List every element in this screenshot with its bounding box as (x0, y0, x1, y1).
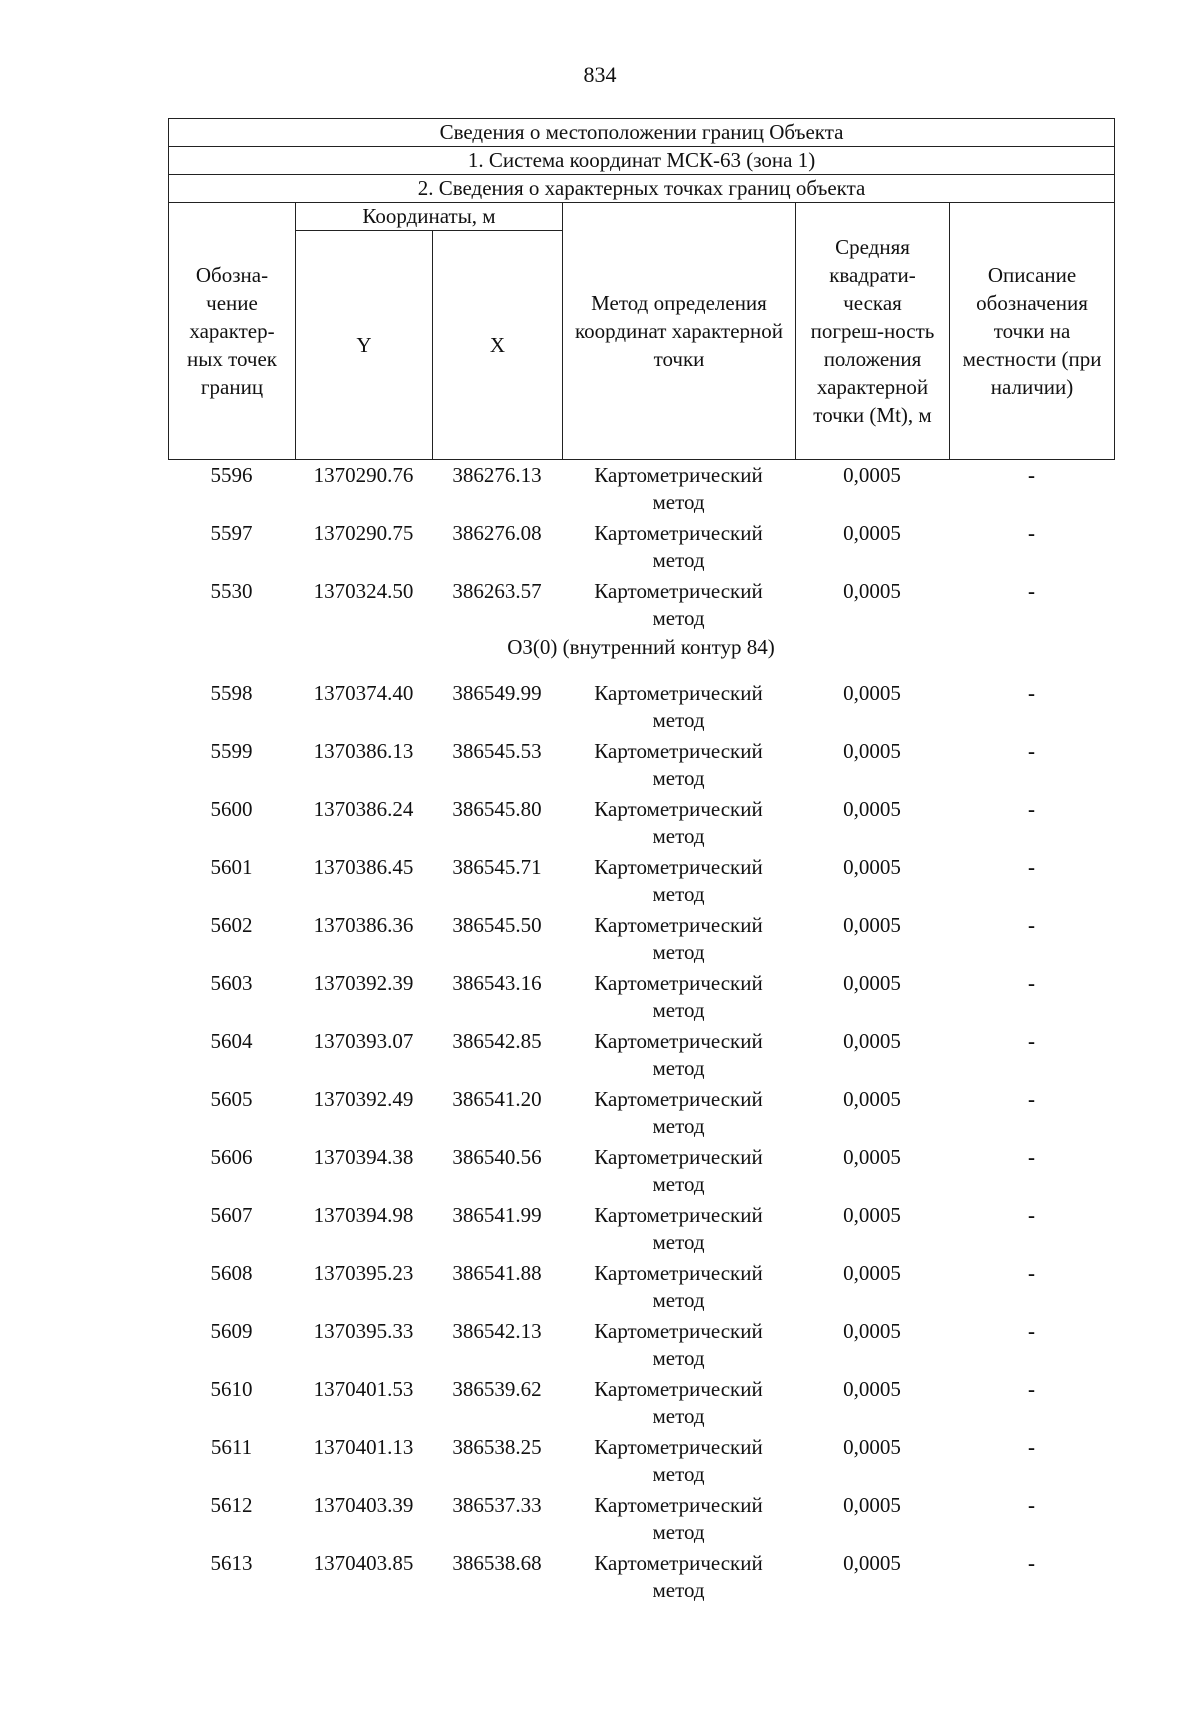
coord-y: 1370394.98 (313, 1203, 414, 1227)
error: 0,0005 (843, 1145, 901, 1169)
table-row (168, 736, 1114, 794)
method (562, 1084, 795, 1142)
table-row (168, 1548, 1114, 1606)
point-id: 5596 (210, 463, 253, 487)
method-line-2: метод (652, 548, 705, 572)
boundary-points-sheet (168, 118, 1114, 1606)
error: 0,0005 (843, 855, 901, 879)
coord-y: 1370394.38 (313, 1145, 414, 1169)
coord-y: 1370386.24 (313, 797, 414, 821)
method (562, 1316, 795, 1374)
col-header-description: Описание обозначения точки на местности (при наличии) (950, 203, 1115, 460)
table-row (168, 1432, 1114, 1490)
method-line-1: Картометрический (594, 1203, 763, 1227)
table-row (168, 1142, 1114, 1200)
method-line-2: метод (652, 1114, 705, 1138)
point-id: 5611 (210, 1435, 253, 1459)
method-line-1: Картометрический (594, 1145, 763, 1169)
method (562, 794, 795, 852)
point-id: 5603 (210, 971, 253, 995)
method-line-1: Картометрический (594, 463, 763, 487)
method-line-1: Картометрический (594, 855, 763, 879)
error: 0,0005 (843, 1551, 901, 1575)
table-row (168, 460, 1114, 518)
method-line-1: Картометрический (594, 971, 763, 995)
description: - (1028, 1493, 1035, 1517)
description: - (1028, 1029, 1035, 1053)
table-header (168, 118, 1115, 460)
coord-x: 386545.80 (452, 797, 542, 821)
method (562, 910, 795, 968)
method-line-2: метод (652, 708, 705, 732)
error: 0,0005 (843, 579, 901, 603)
coord-y: 1370401.13 (313, 1435, 414, 1459)
method-line-2: метод (652, 490, 705, 514)
table-row (168, 1374, 1114, 1432)
method-line-2: метод (652, 1462, 705, 1486)
coord-y: 1370386.36 (313, 913, 414, 937)
method-line-2: метод (652, 1346, 705, 1370)
error: 0,0005 (843, 1261, 901, 1285)
page-number: 834 (583, 62, 617, 87)
point-id: 5608 (210, 1261, 253, 1285)
coord-x: 386542.13 (452, 1319, 542, 1343)
table-row (168, 794, 1114, 852)
coord-y: 1370392.39 (313, 971, 414, 995)
coord-x: 386263.57 (452, 579, 542, 603)
section-title: 2. Сведения о характерных точках границ объекта (169, 175, 1115, 203)
method-line-2: метод (652, 1288, 705, 1312)
table-row (168, 1084, 1114, 1142)
method (562, 1432, 795, 1490)
description: - (1028, 1203, 1035, 1227)
description: - (1028, 913, 1035, 937)
description: - (1028, 797, 1035, 821)
coord-y: 1370393.07 (313, 1029, 414, 1053)
method (562, 1374, 795, 1432)
table-row (168, 1026, 1114, 1084)
point-id: 5604 (210, 1029, 253, 1053)
coord-y: 1370403.39 (313, 1493, 414, 1517)
description: - (1028, 971, 1035, 995)
method-line-1: Картометрический (594, 1493, 763, 1517)
table-body (168, 460, 1114, 1606)
coord-x: 386538.68 (452, 1551, 542, 1575)
point-id: 5599 (210, 739, 253, 763)
col-header-designation: Обозна-чение характер-ных точек границ (169, 203, 296, 460)
method (562, 518, 795, 576)
description: - (1028, 681, 1035, 705)
coord-x: 386539.62 (452, 1377, 542, 1401)
point-id: 5607 (210, 1203, 253, 1227)
description: - (1028, 855, 1035, 879)
coord-y: 1370324.50 (313, 579, 414, 603)
point-id: 5613 (210, 1551, 253, 1575)
method-line-1: Картометрический (594, 1261, 763, 1285)
description: - (1028, 463, 1035, 487)
error: 0,0005 (843, 681, 901, 705)
error: 0,0005 (843, 1087, 901, 1111)
coord-x: 386538.25 (452, 1435, 542, 1459)
coord-y: 1370290.76 (313, 463, 414, 487)
point-id: 5530 (210, 579, 253, 603)
point-id: 5601 (210, 855, 253, 879)
coord-y: 1370392.49 (313, 1087, 414, 1111)
table-row (168, 576, 1114, 634)
coord-y: 1370403.85 (313, 1551, 414, 1575)
coord-x: 386549.99 (452, 681, 542, 705)
description: - (1028, 1145, 1035, 1169)
coord-x: 386545.50 (452, 913, 542, 937)
coord-x: 386540.56 (452, 1145, 542, 1169)
method-line-1: Картометрический (594, 521, 763, 545)
error: 0,0005 (843, 739, 901, 763)
error: 0,0005 (843, 463, 901, 487)
error: 0,0005 (843, 521, 901, 545)
method-line-1: Картометрический (594, 681, 763, 705)
table-row (168, 1258, 1114, 1316)
method-line-2: метод (652, 606, 705, 630)
col-header-error: Средняя квадрати-ческая погреш-ность положения характерной точки (Mt), м (796, 203, 950, 460)
col-header-method: Метод определения координат характерной точки (563, 203, 796, 460)
point-id: 5606 (210, 1145, 253, 1169)
method (562, 968, 795, 1026)
description: - (1028, 579, 1035, 603)
method (562, 1026, 795, 1084)
method-line-2: метод (652, 940, 705, 964)
method-line-1: Картометрический (594, 913, 763, 937)
method (562, 852, 795, 910)
error: 0,0005 (843, 1493, 901, 1517)
method (562, 1258, 795, 1316)
method (562, 576, 795, 634)
coord-x: 386276.08 (452, 521, 542, 545)
table-row (168, 518, 1114, 576)
error: 0,0005 (843, 1203, 901, 1227)
coord-y: 1370290.75 (313, 521, 414, 545)
coord-x: 386545.71 (452, 855, 542, 879)
method-line-1: Картометрический (594, 1435, 763, 1459)
description: - (1028, 1551, 1035, 1575)
coord-x: 386541.88 (452, 1261, 542, 1285)
coord-x: 386545.53 (452, 739, 542, 763)
description: - (1028, 521, 1035, 545)
description: - (1028, 1319, 1035, 1343)
rows-group-1 (168, 460, 1114, 634)
description: - (1028, 1087, 1035, 1111)
table-row (168, 910, 1114, 968)
method (562, 1490, 795, 1548)
point-id: 5609 (210, 1319, 253, 1343)
method-line-2: метод (652, 1230, 705, 1254)
method-line-1: Картометрический (594, 1551, 763, 1575)
coord-x: 386537.33 (452, 1493, 542, 1517)
point-id: 5605 (210, 1087, 253, 1111)
method-line-2: метод (652, 766, 705, 790)
coord-y: 1370386.45 (313, 855, 414, 879)
coord-y: 1370401.53 (313, 1377, 414, 1401)
point-id: 5600 (210, 797, 253, 821)
method-line-1: Картометрический (594, 579, 763, 603)
method-line-1: Картометрический (594, 1087, 763, 1111)
error: 0,0005 (843, 971, 901, 995)
method-line-2: метод (652, 998, 705, 1022)
method-line-2: метод (652, 1172, 705, 1196)
description: - (1028, 739, 1035, 763)
method-line-2: метод (652, 1578, 705, 1602)
table-row (168, 1490, 1114, 1548)
method (562, 1142, 795, 1200)
coordinate-system: 1. Система координат МСК-63 (зона 1) (169, 147, 1115, 175)
method-line-2: метод (652, 882, 705, 906)
method-line-1: Картометрический (594, 1029, 763, 1053)
method-line-2: метод (652, 1520, 705, 1544)
error: 0,0005 (843, 797, 901, 821)
method-line-1: Картометрический (594, 797, 763, 821)
coord-x: 386276.13 (452, 463, 542, 487)
col-header-y: Y (296, 231, 433, 460)
error: 0,0005 (843, 913, 901, 937)
table-row (168, 678, 1114, 736)
error: 0,0005 (843, 1435, 901, 1459)
table-title: Сведения о местоположении границ Объекта (169, 119, 1115, 147)
table-row (168, 968, 1114, 1026)
error: 0,0005 (843, 1029, 901, 1053)
coord-x: 386541.20 (452, 1087, 542, 1111)
col-header-coordinates: Координаты, м (296, 203, 563, 231)
method-line-1: Картометрический (594, 739, 763, 763)
coord-y: 1370395.33 (313, 1319, 414, 1343)
table-row (168, 1316, 1114, 1374)
rows-group-2 (168, 678, 1114, 1606)
method (562, 1200, 795, 1258)
description: - (1028, 1377, 1035, 1401)
point-id: 5597 (210, 521, 253, 545)
point-id: 5612 (210, 1493, 253, 1517)
coord-x: 386542.85 (452, 1029, 542, 1053)
table-row (168, 852, 1114, 910)
method-line-2: метод (652, 1404, 705, 1428)
method-line-2: метод (652, 1056, 705, 1080)
error: 0,0005 (843, 1319, 901, 1343)
method (562, 678, 795, 736)
error: 0,0005 (843, 1377, 901, 1401)
contour-label: ОЗ(0) (внутренний контур 84) (507, 635, 775, 659)
col-header-x: X (433, 231, 563, 460)
method (562, 736, 795, 794)
point-id: 5610 (210, 1377, 253, 1401)
table-row (168, 1200, 1114, 1258)
coord-x: 386541.99 (452, 1203, 542, 1227)
method (562, 1548, 795, 1606)
description: - (1028, 1435, 1035, 1459)
method-line-2: метод (652, 824, 705, 848)
coord-y: 1370374.40 (313, 681, 414, 705)
method (562, 460, 795, 518)
coord-y: 1370395.23 (313, 1261, 414, 1285)
point-id: 5598 (210, 681, 253, 705)
coord-x: 386543.16 (452, 971, 542, 995)
method-line-1: Картометрический (594, 1377, 763, 1401)
point-id: 5602 (210, 913, 253, 937)
description: - (1028, 1261, 1035, 1285)
method-line-1: Картометрический (594, 1319, 763, 1343)
coord-y: 1370386.13 (313, 739, 414, 763)
